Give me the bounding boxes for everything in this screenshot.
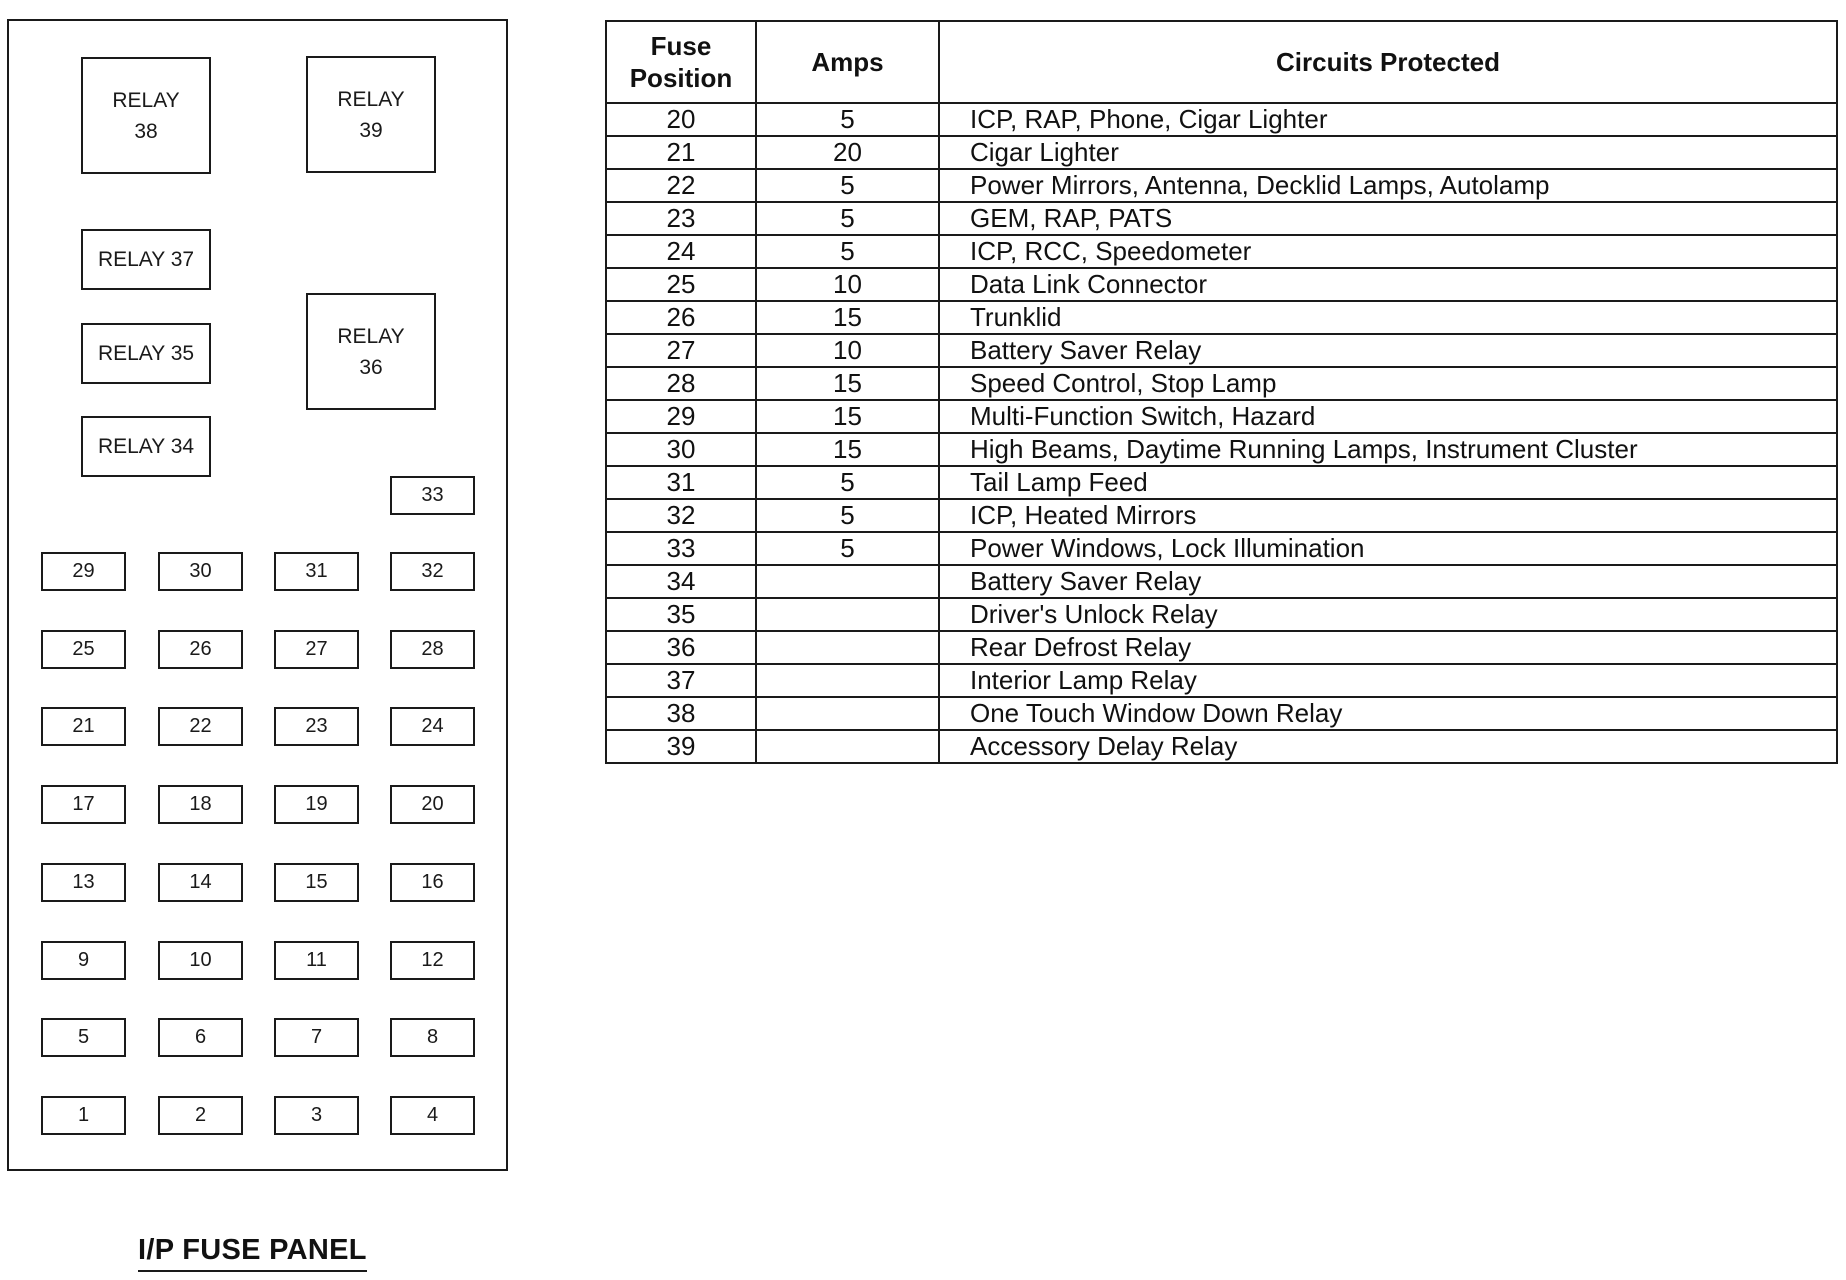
cell-fuse-position: 26 (606, 301, 756, 334)
header-amps: Amps (756, 21, 939, 103)
cell-circuits: Speed Control, Stop Lamp (939, 367, 1837, 400)
fuse-slot (41, 630, 126, 669)
relay-35 (81, 323, 211, 384)
table-row (606, 235, 1837, 268)
table-row (606, 532, 1837, 565)
cell-amps (756, 598, 939, 631)
cell-circuits: ICP, Heated Mirrors (939, 499, 1837, 532)
cell-amps: 5 (756, 235, 939, 268)
cell-circuits: Tail Lamp Feed (939, 466, 1837, 499)
fuse-slot (274, 863, 359, 902)
cell-amps (756, 631, 939, 664)
cell-fuse-position: 20 (606, 103, 756, 136)
fuse-label: 18 (189, 793, 212, 815)
fuse-label: 25 (72, 638, 95, 660)
cell-fuse-position: 31 (606, 466, 756, 499)
relay-35-label: RELAY 35 (97, 342, 195, 365)
fuse-slot (158, 785, 243, 824)
header-fuse-position (606, 21, 756, 103)
cell-fuse-position: 32 (606, 499, 756, 532)
header-circuits-protected: Circuits Protected (939, 21, 1837, 103)
fuse-33 (390, 476, 475, 515)
fuse-label: 24 (421, 715, 444, 737)
fuse-slot (158, 1096, 243, 1135)
panel-title: I/P FUSE PANEL (138, 1234, 367, 1272)
relay-38 (81, 57, 211, 174)
cell-circuits: Power Windows, Lock Illumination (939, 532, 1837, 565)
cell-circuits: Data Link Connector (939, 268, 1837, 301)
fuse-slot (41, 1096, 126, 1135)
fuse-slot (41, 941, 126, 980)
fuse-label: 13 (72, 871, 95, 893)
fuse-label: 31 (305, 560, 328, 582)
cell-circuits: Cigar Lighter (939, 136, 1837, 169)
cell-circuits: Driver's Unlock Relay (939, 598, 1837, 631)
cell-circuits: One Touch Window Down Relay (939, 697, 1837, 730)
table-row (606, 466, 1837, 499)
fuse-slot (390, 863, 475, 902)
fuse-label: 19 (305, 793, 328, 815)
fuse-slot (158, 707, 243, 746)
fuse-label: 23 (305, 715, 328, 737)
cell-fuse-position: 22 (606, 169, 756, 202)
fuse-label: 22 (189, 715, 212, 737)
table-row (606, 367, 1837, 400)
cell-fuse-position: 21 (606, 136, 756, 169)
fuse-slot (274, 707, 359, 746)
relay-38-label-line2: 38 (134, 119, 158, 143)
table-row (606, 697, 1837, 730)
cell-amps: 15 (756, 400, 939, 433)
table-row (606, 499, 1837, 532)
fuse-label: 4 (426, 1104, 439, 1126)
fuse-slot (158, 552, 243, 591)
fuse-33-label: 33 (421, 484, 444, 506)
fuse-slot (390, 552, 475, 591)
cell-fuse-position: 34 (606, 565, 756, 598)
cell-amps: 5 (756, 169, 939, 202)
table-row (606, 202, 1837, 235)
cell-fuse-position: 35 (606, 598, 756, 631)
cell-fuse-position: 38 (606, 697, 756, 730)
table-header-row (606, 21, 1837, 103)
cell-amps: 15 (756, 301, 939, 334)
fuse-slot (390, 941, 475, 980)
cell-amps: 5 (756, 202, 939, 235)
cell-circuits: Power Mirrors, Antenna, Decklid Lamps, Autolamp (939, 169, 1837, 202)
table-row (606, 565, 1837, 598)
cell-amps (756, 730, 939, 763)
fuse-label: 20 (421, 793, 444, 815)
table-row (606, 268, 1837, 301)
fuse-label: 6 (194, 1026, 207, 1048)
cell-amps (756, 565, 939, 598)
fuse-label: 15 (305, 871, 328, 893)
fuse-slot (274, 785, 359, 824)
fuse-slot (390, 707, 475, 746)
fuse-label: 21 (72, 715, 95, 737)
fuse-label: 2 (194, 1104, 207, 1126)
relay-36-label-line2: 36 (359, 355, 383, 379)
fuse-label: 30 (189, 560, 212, 582)
cell-circuits: ICP, RAP, Phone, Cigar Lighter (939, 103, 1837, 136)
fuse-label: 9 (77, 949, 90, 971)
table-row (606, 103, 1837, 136)
cell-fuse-position: 25 (606, 268, 756, 301)
cell-circuits: Trunklid (939, 301, 1837, 334)
relay-39-label-line2: 39 (359, 118, 383, 142)
cell-fuse-position: 29 (606, 400, 756, 433)
relay-36-label-line1: RELAY (337, 324, 405, 348)
cell-fuse-position: 33 (606, 532, 756, 565)
cell-fuse-position: 30 (606, 433, 756, 466)
cell-amps (756, 697, 939, 730)
cell-fuse-position: 23 (606, 202, 756, 235)
fuse-slot (158, 1018, 243, 1057)
fuse-slot (390, 1096, 475, 1135)
fuse-label: 26 (189, 638, 212, 660)
relay-37 (81, 229, 211, 290)
cell-fuse-position: 28 (606, 367, 756, 400)
fuse-label: 12 (421, 949, 444, 971)
fuse-table (605, 20, 1838, 764)
fuse-slot (274, 630, 359, 669)
relay-39 (306, 56, 436, 173)
cell-amps: 15 (756, 433, 939, 466)
fuse-label: 14 (189, 871, 212, 893)
fuse-label: 8 (426, 1026, 439, 1048)
header-fuse-position-line1: Fuse (650, 31, 712, 61)
fuse-label: 16 (421, 871, 444, 893)
cell-amps: 5 (756, 103, 939, 136)
cell-circuits: ICP, RCC, Speedometer (939, 235, 1837, 268)
fuse-slot (390, 785, 475, 824)
fuse-label: 17 (72, 793, 95, 815)
fuse-slot (158, 863, 243, 902)
cell-amps: 5 (756, 499, 939, 532)
cell-amps: 5 (756, 532, 939, 565)
fuse-label: 28 (421, 638, 444, 660)
cell-circuits: Rear Defrost Relay (939, 631, 1837, 664)
fuse-slot (274, 552, 359, 591)
relay-34-label: RELAY 34 (97, 435, 195, 458)
relay-37-label: RELAY 37 (97, 248, 195, 271)
cell-circuits: Multi-Function Switch, Hazard (939, 400, 1837, 433)
cell-circuits: Interior Lamp Relay (939, 664, 1837, 697)
header-fuse-position-line2: Position (629, 63, 733, 93)
cell-amps (756, 664, 939, 697)
fuse-slot (390, 630, 475, 669)
cell-amps: 15 (756, 367, 939, 400)
fuse-label: 32 (421, 560, 444, 582)
table-row (606, 400, 1837, 433)
fuse-slot (274, 941, 359, 980)
table-row (606, 433, 1837, 466)
table-body (606, 103, 1837, 763)
fuse-label: 1 (77, 1104, 90, 1126)
fuse-slot (41, 785, 126, 824)
fuse-slot (41, 707, 126, 746)
cell-fuse-position: 24 (606, 235, 756, 268)
fuse-slot (274, 1096, 359, 1135)
fuse-slot (390, 1018, 475, 1057)
table-row (606, 730, 1837, 763)
table-row (606, 598, 1837, 631)
relay-39-label-line1: RELAY (337, 87, 405, 111)
table-row (606, 136, 1837, 169)
fuse-label: 5 (77, 1026, 90, 1048)
cell-fuse-position: 36 (606, 631, 756, 664)
fuse-slot (158, 941, 243, 980)
fuse-label: 7 (310, 1026, 323, 1048)
relay-38-label-line1: RELAY (112, 88, 180, 112)
fuse-label: 3 (310, 1104, 323, 1126)
cell-fuse-position: 37 (606, 664, 756, 697)
fuse-slot (274, 1018, 359, 1057)
cell-circuits: GEM, RAP, PATS (939, 202, 1837, 235)
cell-circuits: Battery Saver Relay (939, 565, 1837, 598)
cell-circuits: Battery Saver Relay (939, 334, 1837, 367)
cell-amps: 5 (756, 466, 939, 499)
table-row (606, 334, 1837, 367)
table-row (606, 169, 1837, 202)
fuse-label: 11 (306, 949, 327, 971)
cell-amps: 10 (756, 268, 939, 301)
fuse-label: 29 (72, 560, 95, 582)
cell-circuits: High Beams, Daytime Running Lamps, Instrument Cluster (939, 433, 1837, 466)
fuse-label: 27 (305, 638, 328, 660)
cell-fuse-position: 27 (606, 334, 756, 367)
fuse-slot (41, 1018, 126, 1057)
fuse-slot (158, 630, 243, 669)
table-row (606, 301, 1837, 334)
fuse-panel-diagram (7, 19, 508, 1171)
cell-circuits: Accessory Delay Relay (939, 730, 1837, 763)
relay-36 (306, 293, 436, 410)
cell-fuse-position: 39 (606, 730, 756, 763)
fuse-slot (41, 552, 126, 591)
fuse-label: 10 (189, 949, 212, 971)
cell-amps: 10 (756, 334, 939, 367)
table-row (606, 631, 1837, 664)
cell-amps: 20 (756, 136, 939, 169)
relay-34 (81, 416, 211, 477)
fuse-slot (41, 863, 126, 902)
table-row (606, 664, 1837, 697)
